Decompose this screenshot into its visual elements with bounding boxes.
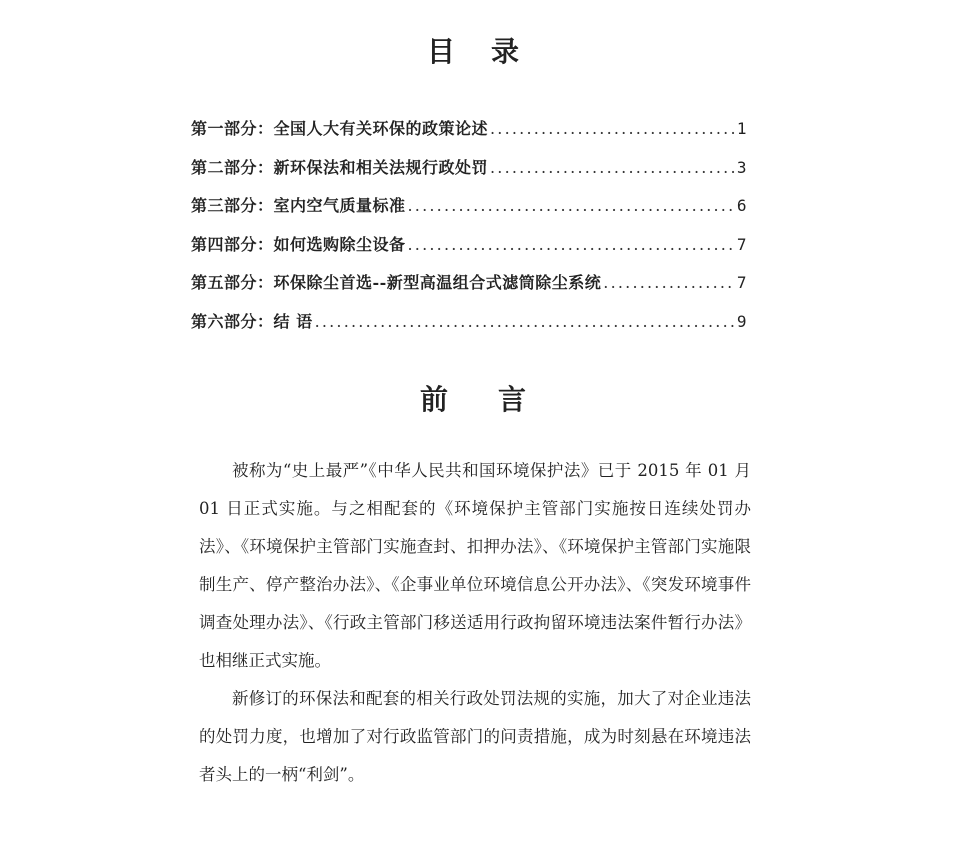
toc-dot-leader — [490, 110, 735, 149]
toc-entry-label: 第一部分：全国人大有关环保的政策论述 — [191, 119, 489, 138]
toc-entry-page: 7 — [736, 234, 747, 254]
toc-entry-label: 第三部分：室内空气质量标准 — [191, 196, 406, 215]
preface-title: 前言 — [419, 383, 576, 416]
preface-paragraph: 被称为“史上最严”《中华人民共和国环境保护法》已于 2015 年 01 月 01 日正式实施。与之相配套的《环境保护主管部门实施按日连续处罚办法》、《环境保护主管部门实施查封、扣押办法》、《环境保护主管部门实施限制生产、停产整治办法》、《企事业单位环境信息公开办法》、《突发环境事件调查处理办法》、《行政主管部门移送适用行政拘留环境违法案件暂行办法》也相继正式实施。 — [199, 461, 751, 670]
toc-entry-label: 第六部分：结 语 — [191, 311, 313, 331]
preface-paragraph: 新修订的环保法和配套的相关行政处罚法规的实施，加大了对企业违法的处罚力度，也增加了对行政监管部门的问责措施，成为时刻悬在环境违法者头上的一柄“利剑”。 — [199, 689, 751, 784]
toc-entry-page: 1 — [736, 119, 747, 138]
toc-entry[interactable] — [191, 187, 747, 226]
toc-entry-page: 3 — [736, 157, 747, 177]
toc-dot-leader — [603, 264, 735, 303]
toc-entry-page: 9 — [736, 311, 747, 331]
toc-title: 目录 — [426, 35, 555, 68]
toc-dot-leader — [315, 303, 735, 342]
toc-entry-page: 7 — [736, 273, 747, 292]
toc-entry[interactable] — [191, 226, 747, 265]
toc-dot-leader — [408, 187, 735, 226]
table-of-contents — [191, 110, 747, 341]
toc-entry[interactable] — [191, 110, 747, 149]
toc-entry-label: 第五部分：环保除尘首选--新型高温组合式滤筒除尘系统 — [191, 273, 602, 292]
preface-body — [199, 452, 751, 794]
toc-dot-leader — [490, 149, 735, 188]
toc-entry-label: 第二部分：新环保法和相关法规行政处罚 — [191, 157, 489, 177]
toc-dot-leader — [408, 226, 735, 265]
toc-entry[interactable] — [191, 303, 747, 342]
toc-entry[interactable] — [191, 149, 747, 188]
toc-entry-page: 6 — [736, 196, 747, 215]
toc-entry[interactable] — [191, 264, 747, 303]
toc-entry-label: 第四部分：如何选购除尘设备 — [191, 234, 406, 254]
